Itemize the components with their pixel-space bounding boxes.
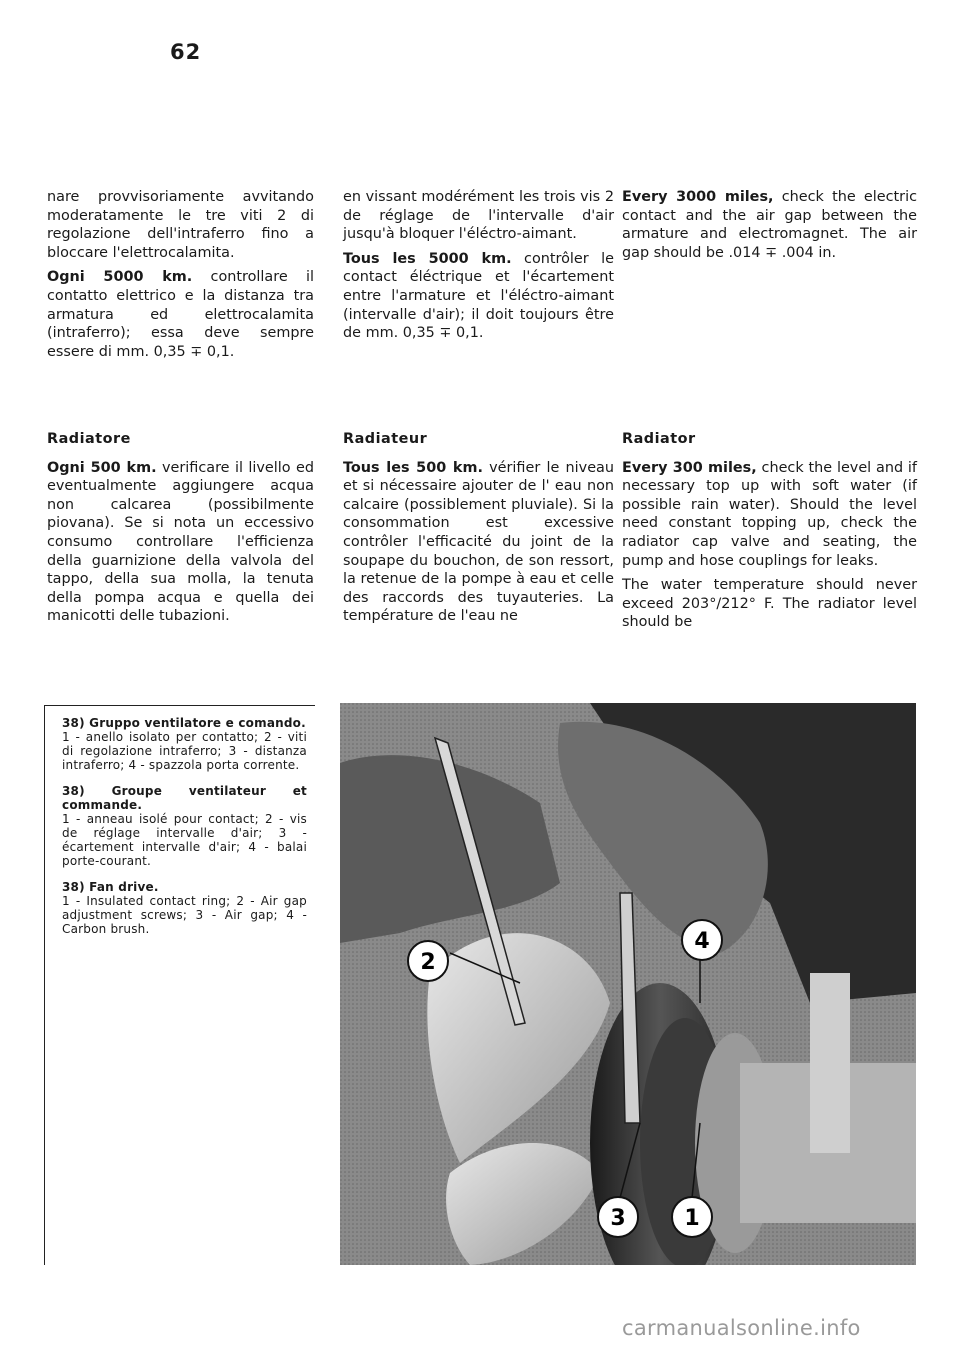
french-interval-5000: Tous les 5000 km.: [343, 250, 512, 267]
italian-interval-5000: Ogni 5000 km.: [47, 269, 193, 286]
french-paragraph-2-text: contrôler le contact éléctrique et l'écartement entre l'armature et l'éléctro-aimant (intervalle d'air); il doit toujours être de mm. 0,35 ∓ 0,1.: [343, 250, 614, 342]
column-french: [343, 188, 614, 349]
page-number: 62: [170, 40, 202, 64]
heading-radiator: Radiator: [622, 431, 696, 447]
italian-paragraph-1: nare provvisoriamente avvitando moderatamente le tre viti 2 di regolazione dell'intraferro fino a bloccare l'elettrocalamita.: [47, 189, 314, 261]
italian-paragraph-2-text: controllare il contatto elettrico e la distanza tra armatura ed elettrocalamita (intraferro); essa deve sempre essere di mm. 0,35 ∓ 0,1.: [47, 269, 314, 360]
italian-paragraph-3: [47, 459, 314, 626]
caption-fr-title: 38) Groupe ventilateur et commande.: [62, 784, 307, 812]
caption-it-title: 38) Gruppo ventilatore e comando.: [62, 716, 306, 730]
callout-1: [672, 1197, 712, 1237]
caption-fr-text: 1 - anneau isolé pour contact; 2 - vis de réglage intervalle d'air; 3 - écartement intervalle d'air; 4 - balai porte-courant.: [62, 812, 307, 868]
callout-4: [682, 920, 722, 960]
column-italian: [47, 188, 314, 367]
french-paragraph-3: [343, 459, 614, 626]
fan-drive-illustration: [340, 703, 916, 1265]
english-paragraph-1-text: check the electric contact and the air gap between the armature and electromagnet. The air gap should be .014 ∓ .004 in.: [622, 189, 918, 261]
italian-paragraph-2: [47, 268, 314, 361]
callout-3-label: 3: [610, 1206, 626, 1231]
fan-drive-photo: [340, 703, 916, 1265]
figure-caption: [44, 705, 315, 1265]
section-radiator: [622, 430, 917, 638]
section-radiatore: [47, 430, 314, 632]
french-paragraph-2: [343, 250, 614, 343]
english-paragraph-1: [622, 188, 917, 262]
section-radiateur: [343, 430, 614, 632]
english-paragraph-2: [622, 459, 917, 571]
callout-2: [408, 941, 448, 981]
heading-radiateur: Radiateur: [343, 431, 428, 447]
column-english: [622, 188, 917, 268]
bracket: [810, 973, 850, 1153]
french-interval-500: Tous les 500 km.: [343, 459, 483, 476]
english-interval-300: Every 300 miles,: [622, 459, 757, 476]
callout-1-label: 1: [684, 1206, 700, 1231]
watermark: carmanualsonline.info: [622, 1316, 861, 1340]
caption-it-text: 1 - anello isolato per contatto; 2 - viti di regolazione intraferro; 3 - distanza intraferro; 4 - spazzola porta corrente.: [62, 730, 307, 772]
french-paragraph-1: en vissant modérément les trois vis 2 de réglage de l'intervalle d'air jusqu'à bloquer l'éléctro-aimant.: [343, 189, 614, 243]
callout-3: [598, 1197, 638, 1237]
italian-paragraph-3-text: verificare il livello ed eventualmente aggiungere acqua non calcarea (possibilmente piovana). Se si nota un eccessivo consumo controllare l'efficienza della guarnizione della valvola del tappo, della sua molla, la tenuta della pompa acqua e quella dei manicotti delle tubazioni.: [47, 459, 315, 625]
english-paragraph-2-text: check the level and if necessary top up with soft water (if possible rain water). Should the level need constant topping up, check the radiator cap valve and seating, the pump and hose couplings for leaks.: [622, 459, 917, 569]
heading-radiatore: Radiatore: [47, 431, 131, 447]
caption-en-text: 1 - Insulated contact ring; 2 - Air gap adjustment screws; 3 - Air gap; 4 - Carbon brush.: [62, 894, 307, 936]
caption-en-title: 38) Fan drive.: [62, 880, 159, 894]
callout-2-label: 2: [420, 950, 436, 975]
english-paragraph-3: The water temperature should never exceed 203°/212° F. The radiator level should be: [622, 577, 917, 631]
french-paragraph-3-text: vérifier le niveau et si nécessaire ajouter de l' eau non calcaire (possiblement pluviale). Si la consommation est excessive contrôler l'efficacité du joint de la soupape du bouchon, de son ressort, la retenue de la pompe à eau et celle des raccords des tuyauteries. La température de l'eau ne: [343, 459, 614, 625]
italian-interval-500: Ogni 500 km.: [47, 459, 157, 476]
callout-4-label: 4: [694, 929, 710, 954]
english-interval-3000: Every 3000 miles,: [622, 189, 774, 205]
